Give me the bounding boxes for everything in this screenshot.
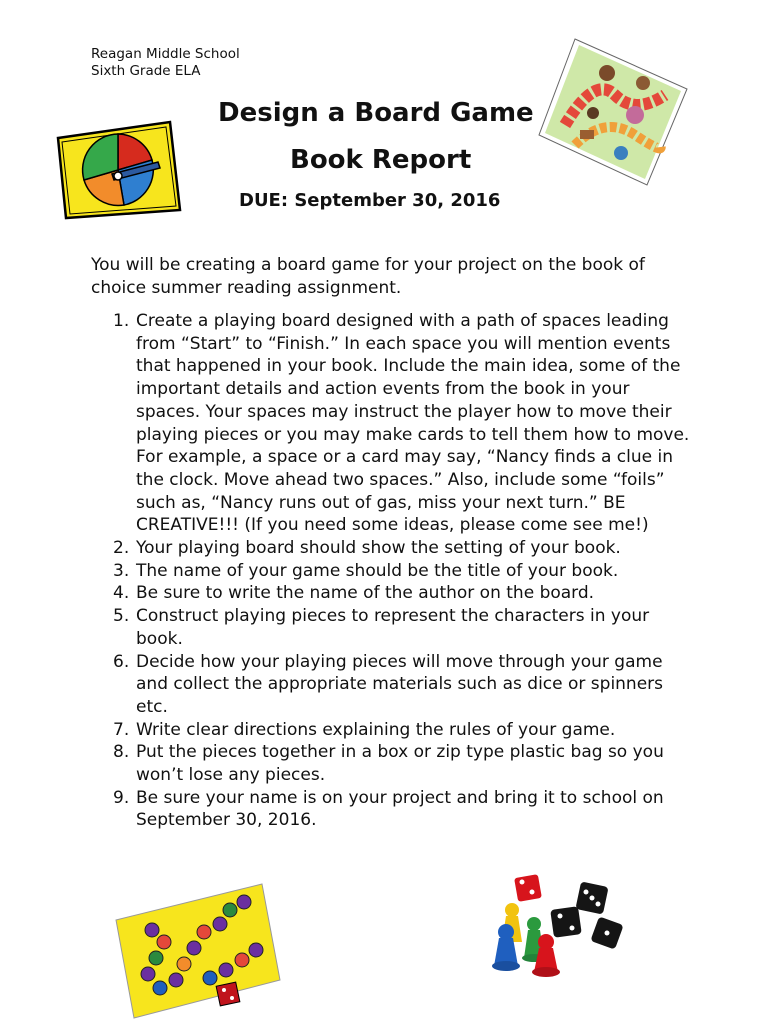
school-header [91,46,240,80]
instructions-list [91,310,691,832]
school-name: Reagan Middle School [91,46,240,62]
list-item: 5. Construct playing pieces to represent the characters in your book. [113,606,650,649]
path-board-icon [112,880,284,1020]
class-name: Sixth Grade ELA [91,63,201,79]
list-item: 1. Create a playing board designed with a path of spaces leading from “Start” to “Finish.” In each space you will mention events that happened in your book. Include the main idea, some of the important details and action events from the book in your spaces. Your spaces may instruct the player how to move their playing pieces or you may make cards to tell them how to move. For example, a space or a card may say, “Nancy finds a clue in the clock. Move ahead two spaces.” Also, include some “foils” such as, “Nancy runs out of gas, miss your next turn.” BE CREATIVE!!! (If you need some ideas, please come see me!) [113,311,690,536]
list-item: 7. Write clear directions explaining the rules of your game. [113,719,616,740]
spinner-icon [52,118,184,220]
dice-pawns-icon [486,866,636,978]
candy-board-icon [535,35,690,190]
list-item: 6. Decide how your playing pieces will move through your game and collect the appropriate materials such as dice or spinners etc. [113,651,664,717]
intro-paragraph: You will be creating a board game for your project on the book of choice summer reading assignment. [91,255,645,298]
list-item: 2. Your playing board should show the setting of your book. [113,538,621,559]
list-item: 3. The name of your game should be the title of your book. [113,560,619,581]
list-item: 4. Be sure to write the name of the author on the board. [113,583,595,604]
list-item: 8. Put the pieces together in a box or zip type plastic bag so you won’t lose any pieces. [113,742,664,786]
list-item: 9. Be sure your name is on your project and bring it to school on September 30, 2016. [113,787,664,831]
